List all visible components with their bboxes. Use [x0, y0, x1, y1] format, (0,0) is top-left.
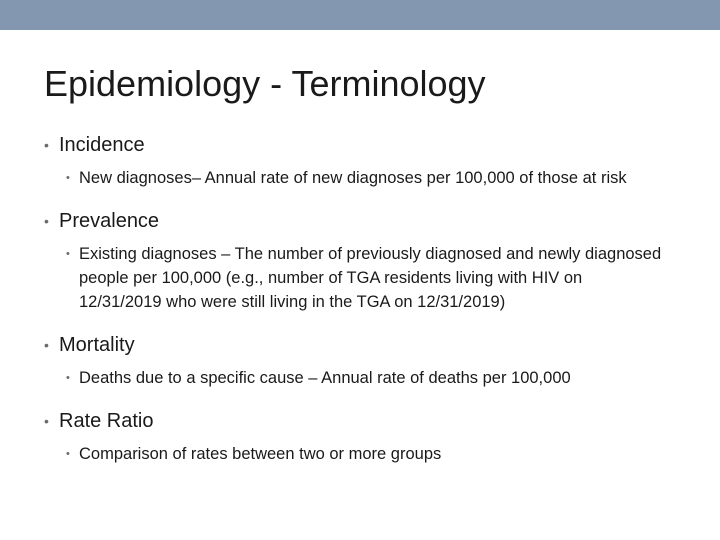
sub-bullet-text: Deaths due to a specific cause – Annual rate of deaths per 100,000 — [79, 369, 571, 387]
sub-bullet-rate-ratio — [44, 442, 684, 466]
bullet-dot-icon: • — [44, 413, 49, 429]
slide-content — [44, 132, 684, 466]
bullet-incidence — [44, 132, 684, 158]
bullet-dot-icon: • — [44, 337, 49, 353]
slide-title: Epidemiology - Terminology — [44, 63, 486, 104]
sub-bullet-text: Existing diagnoses – The number of previously diagnosed and newly diagnosed people per 100,000 (e.g., number of TGA residents living with HIV on 12/31/2019 who were still living in the TGA on 12/31/2019) — [79, 245, 662, 311]
sub-bullet-text: Comparison of rates between two or more groups — [79, 445, 442, 463]
bullet-dot-icon: • — [44, 213, 49, 229]
bullet-prevalence — [44, 208, 684, 234]
bullet-dot-icon: • — [66, 372, 70, 384]
sub-bullet-incidence — [44, 166, 684, 190]
bullet-label: Prevalence — [59, 210, 160, 232]
bullet-label: Mortality — [59, 334, 135, 356]
sub-bullet-text: New diagnoses– Annual rate of new diagnoses per 100,000 of those at risk — [79, 169, 627, 187]
bullet-dot-icon: • — [66, 172, 70, 184]
bullet-rate-ratio — [44, 408, 684, 434]
bullet-mortality — [44, 332, 684, 358]
bullet-dot-icon: • — [66, 248, 70, 260]
bullet-dot-icon: • — [66, 448, 70, 460]
bullet-dot-icon: • — [44, 137, 49, 153]
bullet-label: Rate Ratio — [59, 410, 154, 432]
bullet-label: Incidence — [59, 134, 145, 156]
top-banner-bar — [0, 0, 720, 30]
sub-bullet-prevalence — [44, 242, 684, 314]
sub-bullet-mortality — [44, 366, 684, 390]
